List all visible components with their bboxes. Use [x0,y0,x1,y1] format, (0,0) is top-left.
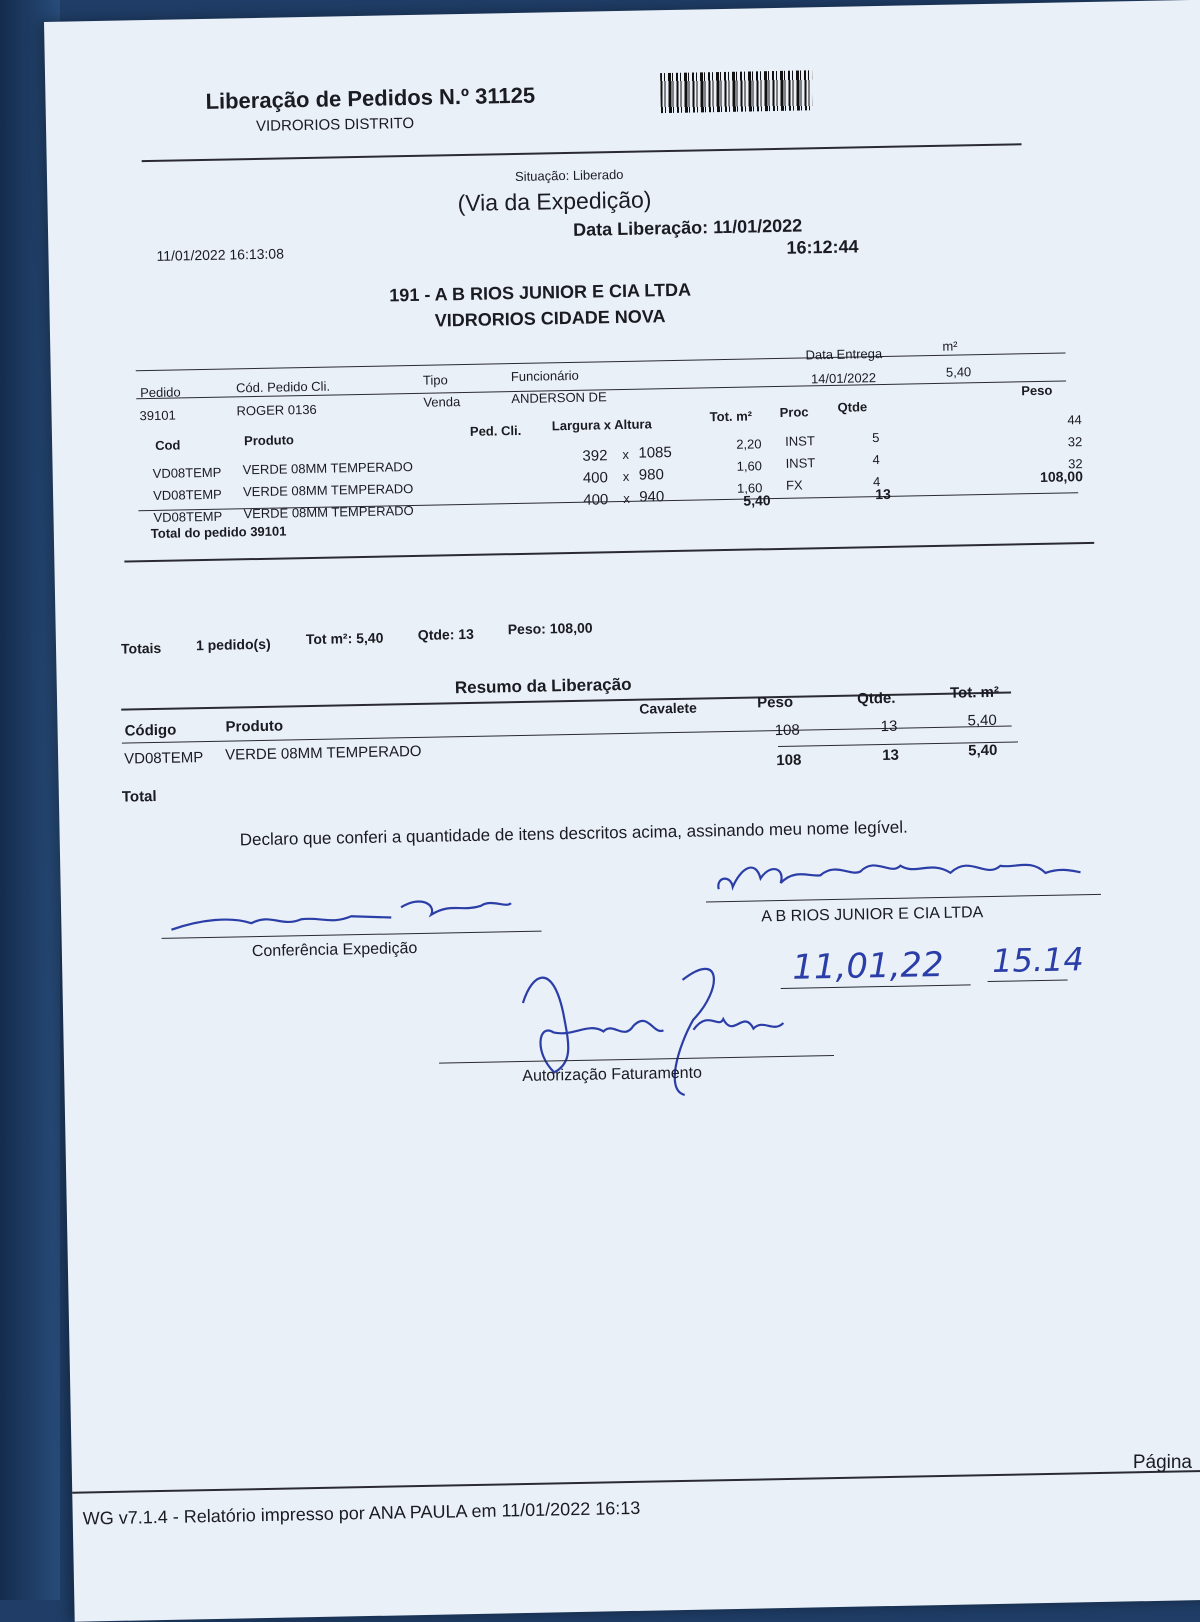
header-cod-pedido-cli: Cód. Pedido Cli. [235,378,331,396]
item-cod: VD08TEMP [152,464,222,481]
item-largura: 392 [582,447,608,465]
item-header-tot-m2: Tot. m² [709,408,753,425]
item-header-largura-altura: Largura x Altura [551,416,652,434]
data-liberacao: Data Liberação: 11/01/2022 [572,215,803,240]
item-peso: 32 [1068,456,1083,472]
item-peso: 32 [1067,434,1083,450]
header-pedido: Pedido [139,384,181,401]
data-liberacao-time: 16:12:44 [786,236,859,258]
header-data-entrega: Data Entrega [805,345,883,363]
signature-client [710,842,1091,909]
item-tot-m2: 2,20 [736,436,762,452]
order-funcionario: ANDERSON DE [511,389,607,407]
autorizacao-label: Autorização Faturamento [522,1064,703,1086]
item-qtde: 4 [872,452,880,468]
conferencia-label: Conferência Expedição [251,940,418,961]
document-title: Liberação de Pedidos N.º 31125 [205,82,536,114]
footer-line [72,1469,1200,1493]
order-total-m2: 5,40 [743,492,771,509]
resumo-header-cavalete: Cavalete [639,699,698,717]
item-largura: 400 [583,491,609,509]
order-data-entrega: 14/01/2022 [810,370,877,387]
company-name: VIDRORIOS DISTRITO [255,114,415,135]
totais-qtde: Qtde: 13 [417,625,474,643]
item-peso: 44 [1067,412,1082,428]
item-proc: INST [785,455,816,471]
resumo-header-codigo: Código [124,721,177,740]
header-m2: m² [942,338,958,354]
item-x: x [622,446,630,462]
item-header-proc: Proc [779,404,809,420]
signature-conferencia [161,883,542,950]
item-header-produto: Produto [243,432,295,449]
resumo-total-m2: 5,40 [968,741,998,760]
document-page [44,0,1200,1622]
item-altura: 980 [638,466,664,484]
item-header-ped-cli: Ped. Cli. [469,422,522,439]
totais-pedidos: 1 pedido(s) [195,635,271,654]
resumo-header-peso: Peso [757,693,794,712]
client-name: 191 - A B RIOS JUNIOR E CIA LTDA [389,279,692,306]
resumo-total-peso: 108 [776,751,802,770]
order-m2: 5,40 [945,364,972,380]
item-produto: VERDE 08MM TEMPERADO [243,502,414,522]
situacao-text: Situação: Liberado [514,166,624,184]
order-pedido: 39101 [139,407,176,424]
resumo-total-label: Total [121,787,157,806]
printed-datetime: 11/01/2022 16:13:08 [156,245,285,264]
handwritten-date: 11,01,22 [791,944,945,988]
item-cod: VD08TEMP [152,486,222,503]
item-altura: 1085 [638,444,672,462]
header-tipo: Tipo [422,372,448,388]
order-cod-pedido-cli: ROGER 0136 [236,401,317,419]
resumo-tot-m2: 5,40 [967,711,997,730]
totais-peso: Peso: 108,00 [507,619,593,638]
totais-tot-m2: Tot m²: 5,40 [305,629,384,648]
item-produto: VERDE 08MM TEMPERADO [242,480,414,500]
resumo-title: Resumo da Liberação [454,674,632,698]
barcode [660,70,813,113]
totais-label: Totais [120,639,162,657]
item-proc: INST [785,433,815,449]
item-largura: 400 [582,469,609,487]
client-signature-label: A B RIOS JUNIOR E CIA LTDA [761,904,984,926]
via-title: (Via da Expedição) [457,186,652,217]
item-qtde: 4 [872,474,881,490]
item-header-qtde: Qtde [837,399,868,415]
header-divider [142,143,1022,162]
order-tipo: Venda [423,394,461,410]
item-tot-m2: 1,60 [736,458,763,474]
item-altura: 940 [639,488,665,506]
resumo-qtde: 13 [880,717,898,736]
item-proc: FX [785,477,803,493]
client-store: VIDRORIOS CIDADE NOVA [434,306,666,331]
order-bottom-line [124,542,1094,563]
resumo-header-produto: Produto [225,717,284,736]
order-total-label: Total do pedido 39101 [150,523,287,542]
page-label: Página [1132,1452,1192,1473]
order-total-qtde: 13 [875,485,891,503]
resumo-header-tot-m2: Tot. m² [949,683,1000,702]
item-x: x [623,490,630,506]
resumo-total-qtde: 13 [882,746,900,765]
item-x: x [622,468,630,484]
resumo-peso: 108 [774,721,800,740]
item-tot-m2: 1,60 [736,480,763,496]
time-line [988,980,1068,983]
footer-printed-by: WG v7.1.4 - Relatório impresso por ANA PAULA em 11/01/2022 16:13 [82,1497,641,1529]
order-total-peso: 108,00 [1039,468,1084,485]
resumo-header-qtde: Qtde. [856,689,896,708]
item-produto: VERDE 08MM TEMPERADO [242,459,413,478]
resumo-produto: VERDE 08MM TEMPERADO [224,742,422,764]
item-header-peso: Peso [1021,382,1053,399]
handwritten-time: 15.14 [991,940,1085,980]
resumo-codigo: VD08TEMP [124,749,204,768]
order-table-top-line [136,352,1066,371]
declaration-text: Declaro que conferi a quantidade de itens descritos acima, assinando meu nome legível. [239,817,908,850]
item-cod: VD08TEMP [153,508,223,525]
item-qtde: 5 [871,430,880,446]
header-funcionario: Funcionário [510,367,579,385]
item-header-cod: Cod [155,437,181,453]
